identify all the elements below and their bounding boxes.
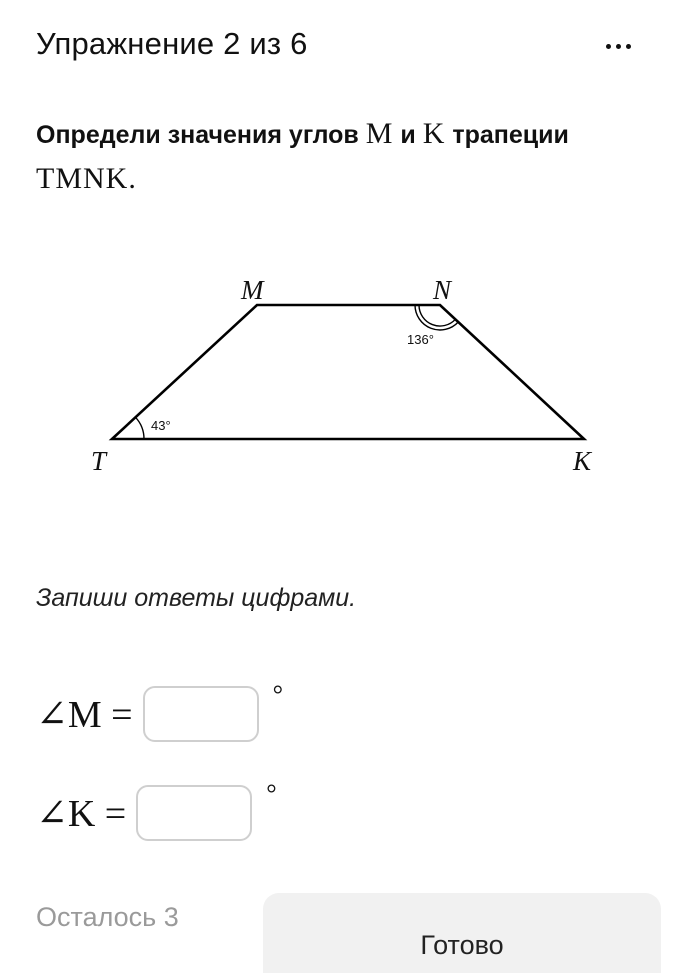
answer-row-k: [36, 779, 277, 841]
vertex-label-k: K: [573, 446, 592, 476]
more-options-button[interactable]: [592, 28, 644, 64]
vertex-label-t: T: [91, 446, 107, 476]
more-horizontal-icon-dot: [616, 44, 621, 49]
task-angle-k: K: [422, 117, 446, 150]
answer-label-k: ∠K =: [36, 792, 127, 835]
page-title: Упражнение 2 из 6: [36, 26, 308, 61]
task-text-conj: и: [393, 121, 423, 149]
trapezoid-figure: [0, 240, 685, 490]
angle-m-input[interactable]: [143, 686, 259, 742]
more-horizontal-icon: [606, 44, 611, 49]
degree-sign-k: °: [266, 779, 277, 808]
task-angle-m: M: [365, 117, 394, 150]
answer-row-m: [36, 680, 283, 742]
angle-n-label: 136°: [407, 332, 434, 347]
task-text-suffix: трапеции: [445, 121, 569, 149]
task-text-prefix: Определи значения углов: [36, 121, 366, 149]
remaining-counter: Осталось 3: [36, 902, 179, 932]
angle-t-label: 43°: [151, 418, 171, 433]
angle-k-input[interactable]: [136, 785, 252, 841]
more-horizontal-icon-dot: [626, 44, 631, 49]
angle-t-arc: [135, 417, 144, 439]
instruction-text: Запиши ответы цифрами.: [36, 584, 357, 612]
task-trapezoid-name: TMNK: [36, 162, 129, 195]
task-statement: [36, 112, 666, 202]
trapezoid-shape: [112, 305, 584, 439]
degree-sign-m: °: [272, 680, 283, 709]
vertex-label-n: N: [433, 275, 452, 305]
task-text-end: .: [128, 162, 137, 195]
done-button[interactable]: Готово: [263, 893, 661, 973]
vertex-label-m: M: [241, 275, 264, 305]
answer-label-m: ∠M =: [36, 693, 133, 736]
